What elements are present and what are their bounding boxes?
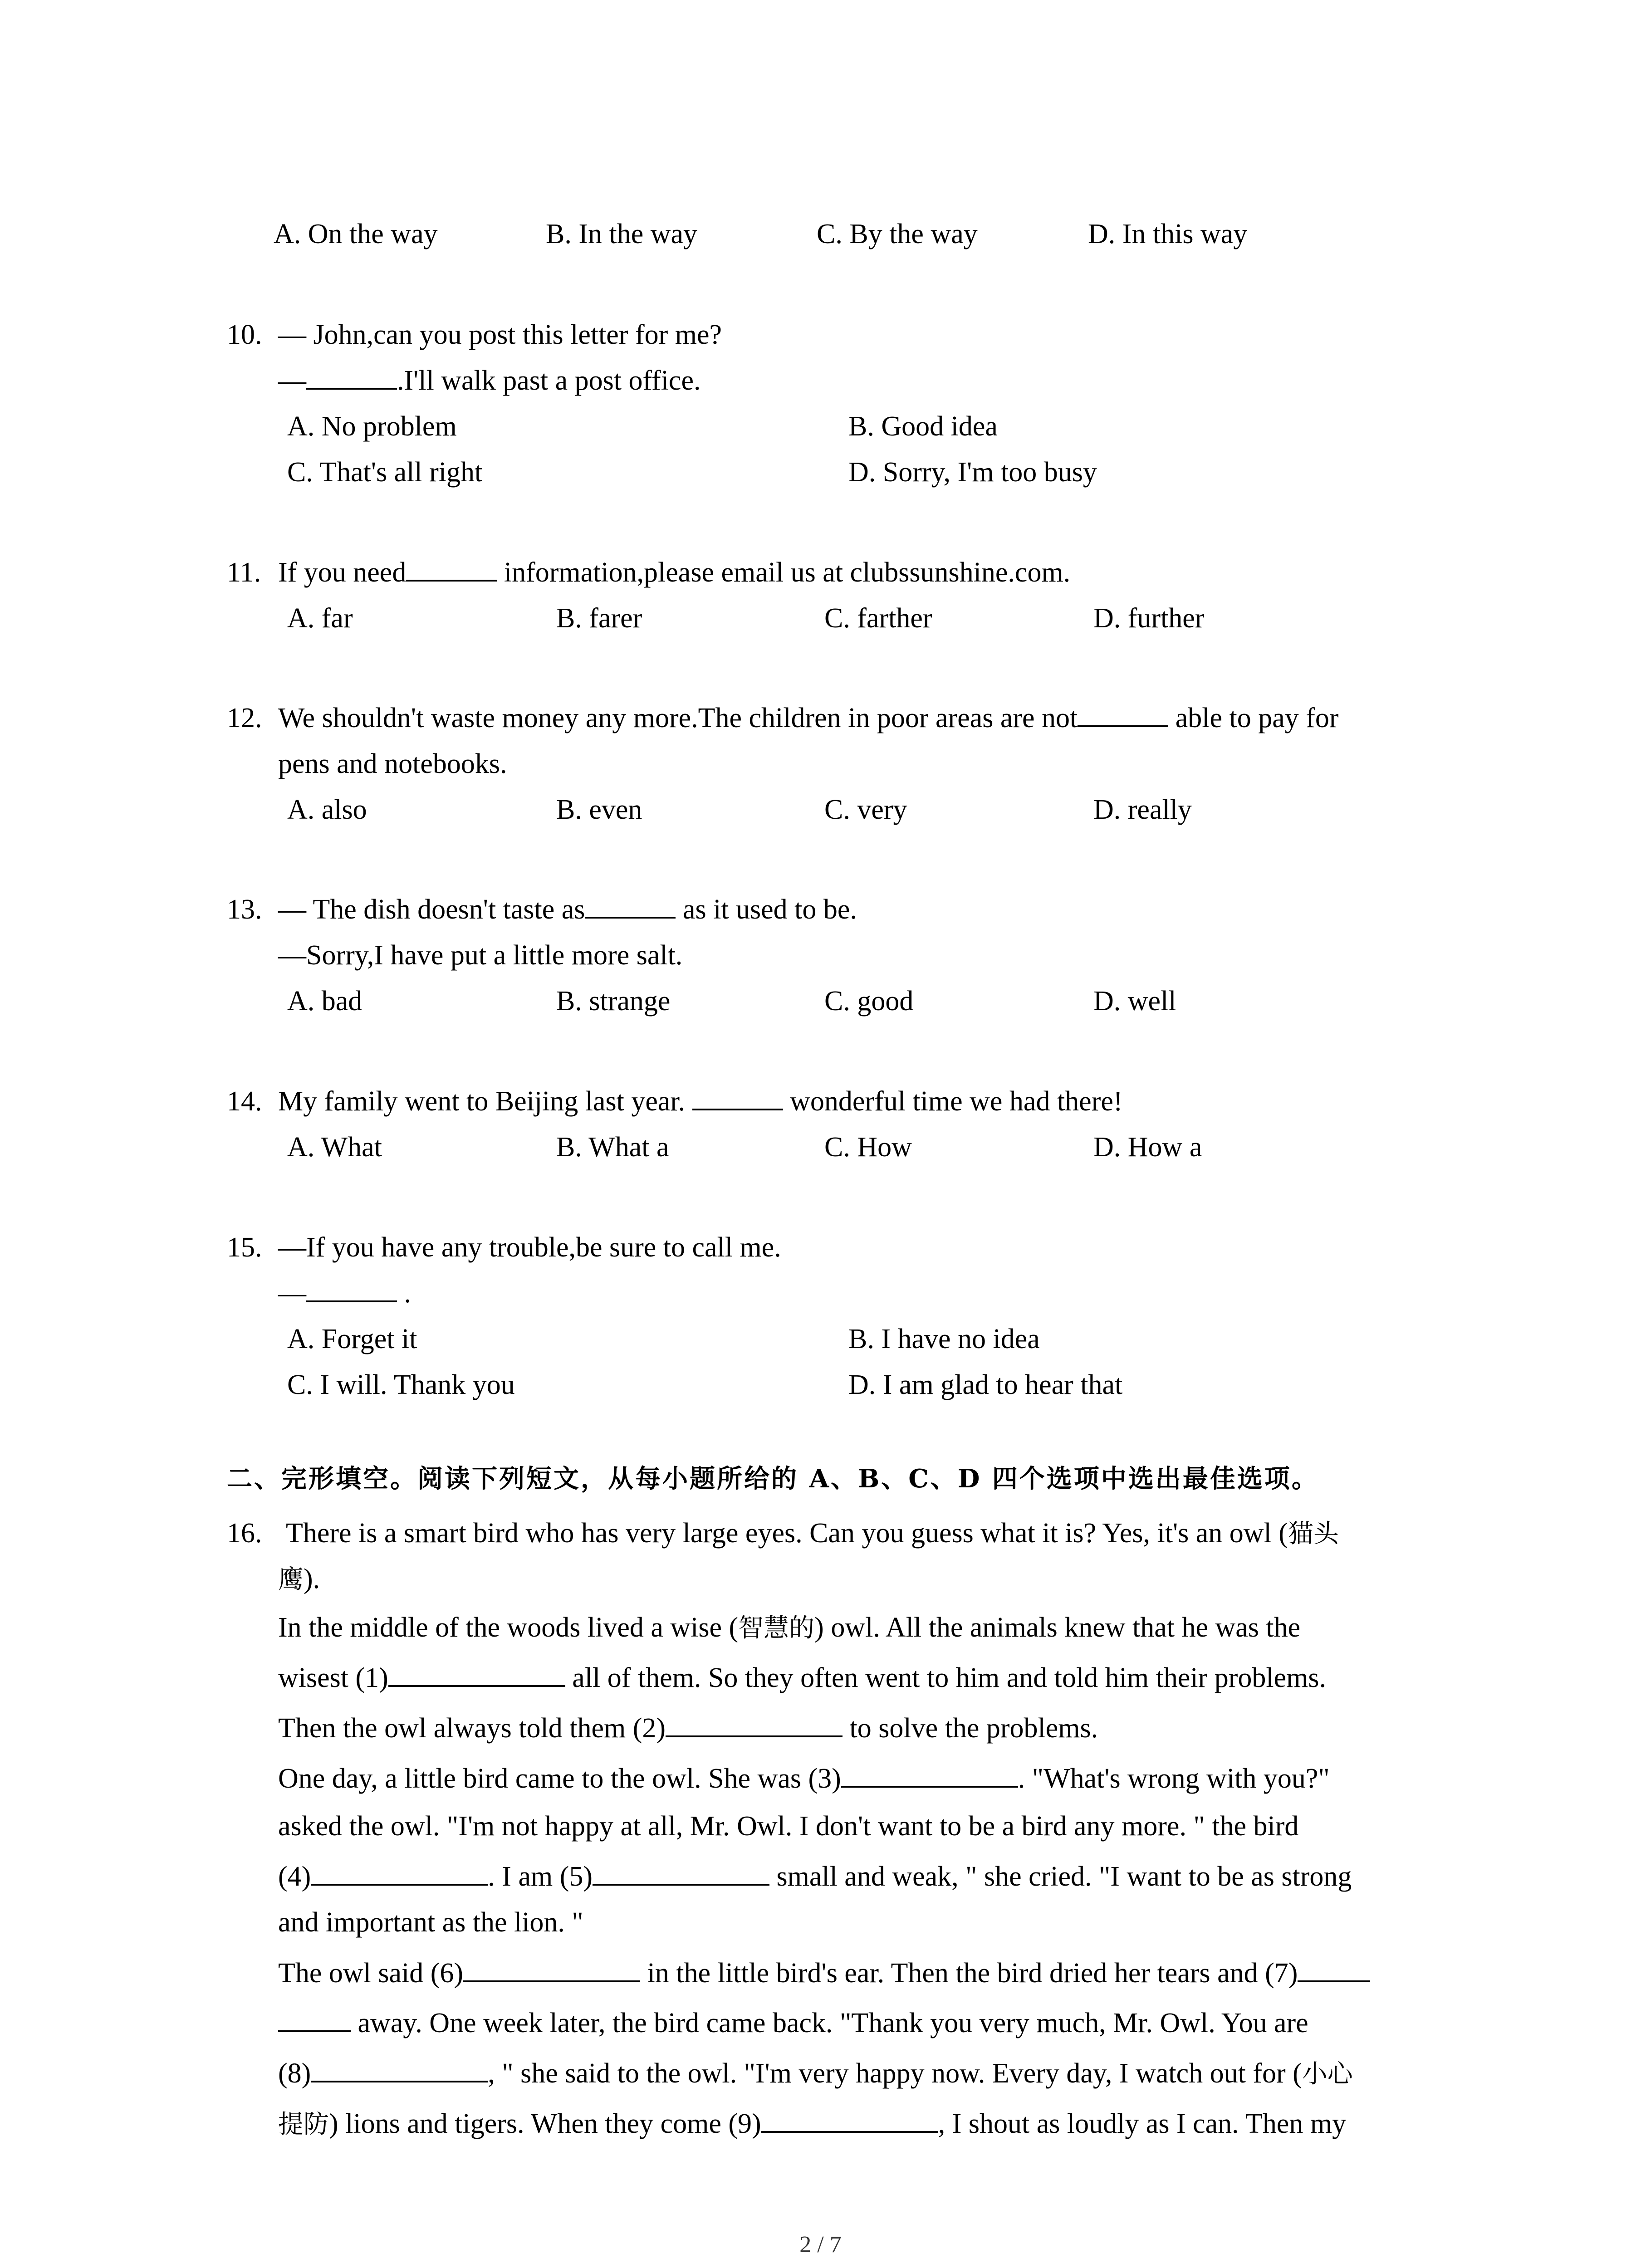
q10-option-c: C. That's all right <box>287 457 483 488</box>
q10-option-d: D. Sorry, I'm too busy <box>848 457 1097 488</box>
q13-number: 13. <box>227 894 262 925</box>
q12-option-d: D. really <box>1093 794 1192 825</box>
answer-blank <box>1078 697 1168 727</box>
cloze-blank-5 <box>593 1856 769 1886</box>
cloze-blank-4 <box>311 1856 488 1886</box>
q12-option-b: B. even <box>556 794 642 825</box>
q15-number: 15. <box>227 1232 262 1263</box>
q15-option-b: B. I have no idea <box>848 1324 1040 1354</box>
cloze-blank-7a <box>1298 1952 1370 1982</box>
cloze-blank-8 <box>311 2053 488 2082</box>
q9-option-c: C. By the way <box>817 219 978 249</box>
q13-line2: —Sorry,I have put a little more salt. <box>278 940 683 971</box>
cloze-blank-2 <box>666 1707 843 1737</box>
passage-line-5: Then the owl always told them (2) to solve the problems. <box>278 1706 1098 1751</box>
q10-line2: — .I'll walk past a post office. <box>278 358 700 404</box>
q9-option-d: D. In this way <box>1088 219 1248 249</box>
q10-line1: — John,can you post this letter for me? <box>278 319 722 350</box>
q11-number: 11. <box>227 557 261 588</box>
q13-option-c: C. good <box>824 986 914 1017</box>
q14-option-b: B. What a <box>556 1132 669 1163</box>
passage-line-4: wisest (1) all of them. So they often went to him and told him their problems. <box>278 1655 1326 1701</box>
q16-number: 16. <box>227 1518 262 1549</box>
cloze-blank-6 <box>463 1952 640 1982</box>
passage-line-1: There is a smart bird who has very large eyes. Can you guess what it is? Yes, it's an owl (猫头 <box>286 1518 1339 1549</box>
passage-line-2: 鹰). <box>278 1564 320 1594</box>
q15-option-d: D. I am glad to hear that <box>848 1369 1123 1400</box>
cloze-blank-9 <box>761 2103 938 2133</box>
q10-number: 10. <box>227 319 262 350</box>
passage-line-7: asked the owl. "I'm not happy at all, Mr. Owl. I don't want to be a bird any more. " the bird <box>278 1811 1299 1842</box>
q14-number: 14. <box>227 1086 262 1117</box>
section-heading: 二、完形填空。阅读下列短文，从每小题所给的 A、B、C、D 四个选项中选出最佳选项。 <box>227 1464 1319 1494</box>
q11-option-c: C. farther <box>824 603 932 634</box>
q12-option-a: A. also <box>287 794 367 825</box>
q11-option-a: A. far <box>287 603 353 634</box>
answer-blank <box>306 1272 397 1302</box>
q12-line1: We shouldn't waste money any more.The children in poor areas are not able to pay for <box>278 695 1339 741</box>
q12-number: 12. <box>227 703 262 733</box>
passage-line-6: One day, a little bird came to the owl. She was (3) . "What's wrong with you?" <box>278 1756 1330 1802</box>
q14-option-c: C. How <box>824 1132 912 1163</box>
q15-line1: —If you have any trouble,be sure to call me. <box>278 1232 781 1263</box>
cloze-blank-3 <box>841 1758 1018 1788</box>
q11-stem: If you need information,please email us at clubssunshine.com. <box>278 550 1070 596</box>
passage-line-13: 提防) lions and tigers. When they come (9) , I shout as loudly as I can. Then my <box>278 2101 1346 2147</box>
q13-option-b: B. strange <box>556 986 671 1017</box>
q9-option-b: B. In the way <box>546 219 698 249</box>
q13-option-d: D. well <box>1093 986 1176 1017</box>
page-number: 2 / 7 <box>799 2232 842 2258</box>
q13-line1: — The dish doesn't taste as as it used to be. <box>278 887 857 933</box>
q15-option-c: C. I will. Thank you <box>287 1369 515 1400</box>
q15-option-a: A. Forget it <box>287 1324 417 1354</box>
cloze-blank-1 <box>388 1657 565 1687</box>
cloze-blank-7b <box>278 2002 351 2032</box>
passage-line-3: In the middle of the woods lived a wise (智慧的) owl. All the animals knew that he was the <box>278 1612 1301 1643</box>
q12-line2: pens and notebooks. <box>278 748 507 779</box>
passage-line-9: and important as the lion. " <box>278 1907 583 1938</box>
q10-option-a: A. No problem <box>287 411 457 442</box>
passage-line-10: The owl said (6) in the little bird's ear. Then the bird dried her tears and (7) <box>278 1950 1370 1996</box>
answer-blank <box>585 889 676 919</box>
q11-option-b: B. farer <box>556 603 642 634</box>
q15-line2: — . <box>278 1271 411 1316</box>
q9-option-a: A. On the way <box>274 219 438 249</box>
q11-option-d: D. further <box>1093 603 1205 634</box>
q12-option-c: C. very <box>824 794 907 825</box>
q14-option-a: A. What <box>287 1132 382 1163</box>
answer-blank <box>692 1080 783 1110</box>
passage-line-8: (4) . I am (5) small and weak, " she cried. "I want to be as strong <box>278 1854 1352 1900</box>
answer-blank <box>406 552 497 582</box>
q13-option-a: A. bad <box>287 986 362 1017</box>
answer-blank <box>306 360 397 390</box>
passage-line-11: away. One week later, the bird came back. "Thank you very much, Mr. Owl. You are <box>278 2000 1308 2046</box>
q10-option-b: B. Good idea <box>848 411 998 442</box>
passage-line-12: (8) , " she said to the owl. "I'm very happy now. Every day, I watch out for (小心 <box>278 2051 1353 2097</box>
q14-option-d: D. How a <box>1093 1132 1202 1163</box>
q14-stem: My family went to Beijing last year. wonderful time we had there! <box>278 1079 1123 1124</box>
